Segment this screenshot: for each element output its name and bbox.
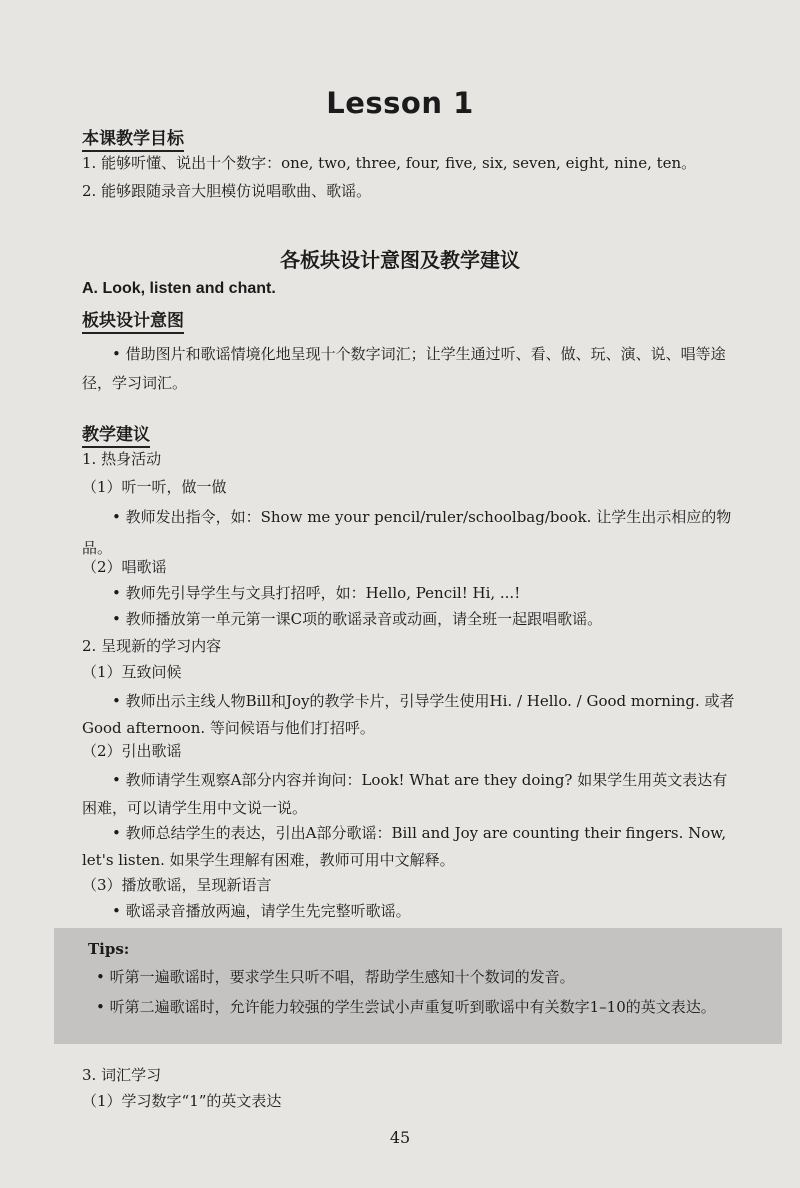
para-cards-text: • 教师出示主线人物Bill和Joy的教学卡片，引导学生使用Hi. / Hello. / Good morning. 或者Good afternoon. 等问候语与他们打招呼。 [82,692,735,737]
step-introduce-chant: （2）引出歌谣 [82,742,182,760]
para-play-twice-text: • 歌谣录音播放两遍，请学生先完整听歌谣。 [112,902,411,920]
suggestions-heading-row [82,420,736,448]
step-play: （3）播放歌谣，呈现新语言 [82,876,272,894]
step-greetings: （1）互致问候 [82,663,182,681]
part-a-heading: A. Look, listen and chant. [82,280,276,297]
para-commands [82,502,736,564]
step-learn-one: （1）学习数字“1”的英文表达 [82,1092,282,1110]
tips-label: Tips: [88,940,130,958]
objective-2: 2. 能够跟随录音大胆模仿说唱歌曲、歌谣。 [82,182,372,200]
objectives-heading: 本课教学目标 [82,124,184,152]
para-play-chant-text: • 教师播放第一单元第一课C项的歌谣录音或动画，请全班一起跟唱歌谣。 [112,610,603,628]
para-commands-text: • 教师发出指令，如：Show me your pencil/ruler/schoolbag/book. 让学生出示相应的物品。 [82,508,732,557]
para-cards [82,688,736,742]
design-heading-row [82,306,736,334]
para-summary [82,820,736,874]
section-title: 各板块设计意图及教学建议 [280,248,520,272]
objectives-section [82,124,736,152]
para-observe-text: • 教师请学生观察A部分内容并询问：Look! What are they doing? 如果学生用英文表达有困难，可以请学生用中文说一说。 [82,771,728,817]
tip-2: • 听第二遍歌谣时，允许能力较强的学生尝试小声重复听到歌谣中有关数字1–10的英文表达。 [96,998,716,1016]
tip-1: • 听第一遍歌谣时，要求学生只听不唱，帮助学生感知十个数词的发音。 [96,968,575,986]
lesson-title: Lesson 1 [326,86,474,120]
step-sing: （2）唱歌谣 [82,558,167,576]
tips-box [54,928,782,1044]
step-vocabulary: 3. 词汇学习 [82,1066,162,1084]
step-warmup: 1. 热身活动 [82,450,162,468]
para-play-chant [82,608,736,630]
para-greet-stationery-text: • 教师先引导学生与文具打招呼，如：Hello, Pencil! Hi, ...! [112,584,521,602]
page-number: 45 [389,1128,411,1147]
para-play-twice [82,900,736,922]
para-summary-text: • 教师总结学生的表达，引出A部分歌谣：Bill and Joy are counting their fingers. Now, let's listen. 如果学生理解有困难，教师可用中文解释。 [82,824,727,869]
design-paragraph: • 借助图片和歌谣情境化地呈现十个数字词汇；让学生通过听、看、做、玩、演、说、唱等途径，学习词汇。 [82,345,726,392]
para-greet-stationery [82,582,736,604]
design-heading: 板块设计意图 [82,306,184,334]
step-present: 2. 呈现新的学习内容 [82,637,222,655]
design-text [82,340,736,398]
step-listen-do: （1）听一听，做一做 [82,478,227,496]
para-observe [82,766,736,822]
suggestions-heading: 教学建议 [82,420,150,448]
objective-1: 1. 能够听懂、说出十个数字：one, two, three, four, five, six, seven, eight, nine, ten。 [82,154,697,172]
